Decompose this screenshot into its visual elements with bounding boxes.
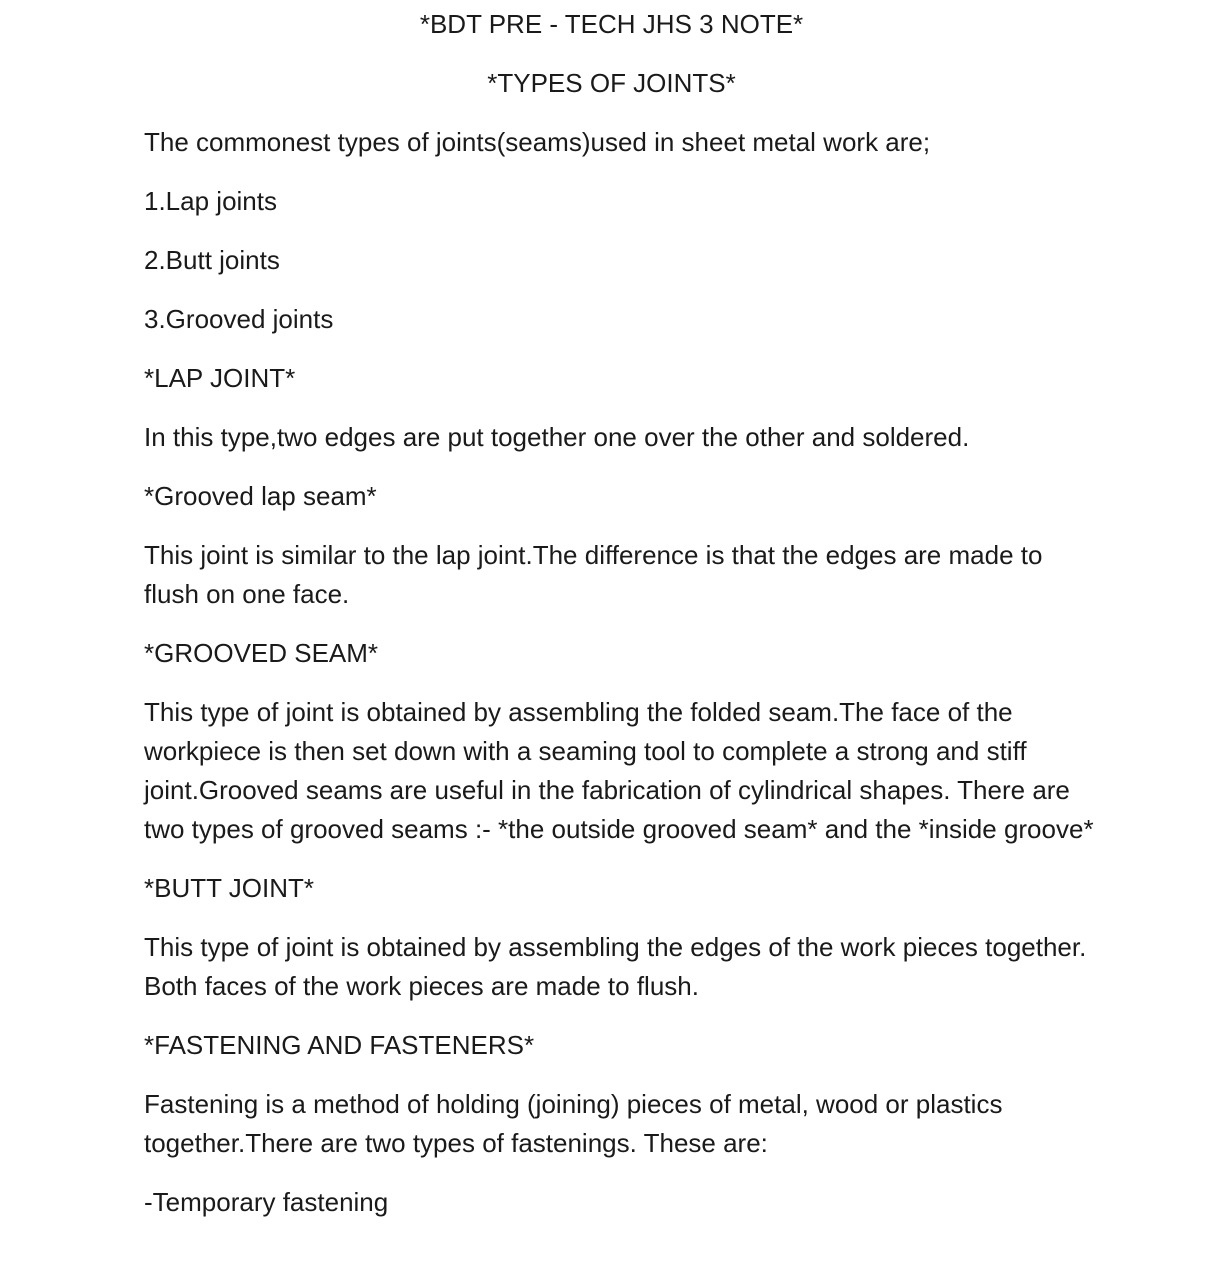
paragraph-butt-joint: This type of joint is obtained by assembling the edges of the work pieces together. Both faces of the work pieces are made to flush. — [144, 932, 1087, 1001]
document-page — [0, 5, 1223, 1242]
paragraph-grooved-lap-seam: This joint is similar to the lap joint.The difference is that the edges are made to flush on one face. — [144, 540, 1043, 609]
heading-fastening-and-fasteners: *FASTENING AND FASTENERS* — [144, 1030, 535, 1060]
document-body — [0, 123, 1223, 1222]
heading-grooved-seam: *GROOVED SEAM* — [144, 638, 379, 668]
list-item-lap-joints: 1.Lap joints — [144, 186, 277, 216]
paragraph-grooved-seam: This type of joint is obtained by assembling the folded seam.The face of the workpiece is then set down with a seaming tool to complete a strong and stiff joint.Grooved seams are useful in the fabrication of cylindrical shapes. There are two types of grooved seams :- *the outside grooved seam* and the *inside groove* — [144, 697, 1094, 844]
heading-lap-joint: *LAP JOINT* — [144, 363, 296, 393]
paragraph-lap-joint: In this type,two edges are put together one over the other and soldered. — [144, 422, 970, 452]
heading-grooved-lap-seam: *Grooved lap seam* — [144, 481, 377, 511]
section-title-types-of-joints: *TYPES OF JOINTS* — [487, 68, 736, 98]
intro-paragraph: The commonest types of joints(seams)used in sheet metal work are; — [144, 127, 931, 157]
paragraph-fastening: Fastening is a method of holding (joining) pieces of metal, wood or plastics together.There are two types of fastenings. These are: — [144, 1089, 1003, 1158]
list-item-temporary-fastening: -Temporary fastening — [144, 1187, 389, 1217]
heading-butt-joint: *BUTT JOINT* — [144, 873, 314, 903]
list-item-butt-joints: 2.Butt joints — [144, 245, 280, 275]
document-title: *BDT PRE - TECH JHS 3 NOTE* — [419, 9, 804, 39]
list-item-grooved-joints: 3.Grooved joints — [144, 304, 334, 334]
